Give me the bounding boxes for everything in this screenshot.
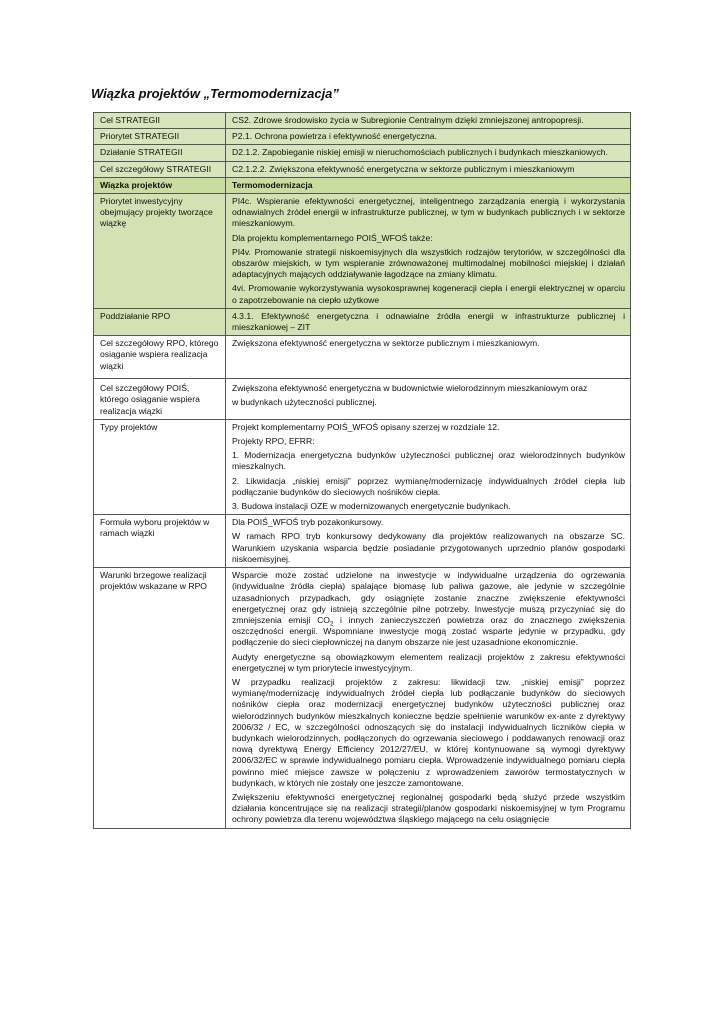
row-value: Zwiększona efektywność energetyczna w sektorze publicznym i mieszkaniowym. — [226, 336, 631, 379]
paragraph: Zwiększeniu efektywności energetycznej regionalnej gospodarki będą służyć przede wszystkim działania koncentrujące się na realizacji strategii/planów gospodarki niskoemisyjnej w tym Programu ochrony powietrza dla terenu województwa śląskiego mającego na celu osiągnięcie — [232, 791, 625, 825]
table-row — [94, 568, 631, 828]
row-label: Priorytet inwestycyjny obejmujący projekty tworzące wiązkę — [94, 194, 226, 309]
row-value: CS2. Zdrowe środowisko życia w Subregionie Centralnym dzięki zmniejszonej antropopresji. — [226, 113, 631, 129]
row-label: Działanie STRATEGII — [94, 145, 226, 161]
row-value — [226, 419, 631, 514]
row-value — [226, 194, 631, 309]
row-value: 4.3.1. Efektywność energetyczna i odnawialne źródła energii w infrastrukturze publicznej i mieszkaniowej – ZIT — [226, 308, 631, 335]
row-label: Wiązka projektów — [94, 177, 226, 193]
paragraph: 3. Budowa instalacji OZE w modernizowanych energetycznie budynkach. — [232, 501, 511, 512]
paragraph: W przypadku realizacji projektów z zakresu: likwidacji tzw. „niskiej emisji” poprzez wymianę/modernizację indywidualnych źródeł ciepła lub podłączanie budynków do sieciowych nośników ciepła oraz modernizacji energetycznej budynków użyteczności publicznej oraz wielorodzinnych budynków mieszkalnych konieczne będzie spełnienie warunków ex-ante z dyrektywy 2006/32 / EC, w szczególności odnoszących się do instalacji indywidualnych liczników ciepła w budynkach wielorodzinnych, podłączonych do ogrzewania sieciowego i poddawanych renowacji oraz nową dyrektywą Energy Efficiency 2012/27/EU, w której kontynuowane są wymogi dyrektywy 2006/32/EC w sprawie indywidualnego pomiaru ciepła. Wprowadzenie indywidualnego pomiaru ciepła powinno mieć miejsce zawsze w połączeniu z wprowadzeniem zaworów termostatycznych w budynkach, w których nie zostały one jeszcze zamontowane. — [232, 676, 625, 788]
paragraph: Zwiększona efektywność energetyczna w budownictwie wielorodzinnym mieszkaniowym oraz — [232, 383, 588, 394]
text-span: Wsparcie może zostać udzielone na inwestycje w indywidualne urządzenia do ogrzewania (indywidualne źródła ciepła) spalające biomasę lub paliwa gazowe, ale jedynie w szczególnie uzasadnionych przypadkach, gdy osiągnięte zostanie znaczne zwiększenie efektywności energetycznej oraz gdy istnieją szczególnie pilne potrzeby. Inwestycje muszą przyczyniać się do zmniejszenia emisji CO — [232, 570, 625, 625]
row-value — [226, 568, 631, 828]
table-row — [94, 419, 631, 514]
paragraph: Dla projektu komplementarnego POIŚ_WFOŚ także: — [232, 232, 433, 243]
paragraph: Projekt komplementarny POIŚ_WFOŚ opisany szerzej w rozdziale 12. — [232, 421, 500, 432]
table-row — [94, 161, 631, 177]
table-row — [94, 145, 631, 161]
row-value: Termomodernizacja — [226, 177, 631, 193]
paragraph — [232, 570, 625, 648]
row-label: Cel STRATEGII — [94, 113, 226, 129]
paragraph: PI4c. Wspieranie efektywności energetycznej, inteligentnego zarządzania energią i wykorzystania odnawialnych źródeł energii w infrastrukturze publicznej, w tym w budynkach publicznych i w sektorze mieszkaniowym. — [232, 196, 625, 229]
projects-table — [93, 112, 631, 829]
row-label: Typy projektów — [94, 419, 226, 514]
table-row — [94, 113, 631, 129]
row-value: D2.1.2. Zapobieganie niskiej emisji w nieruchomościach publicznych i budynkach mieszkaniowych. — [226, 145, 631, 161]
table-row — [94, 308, 631, 335]
row-value: C2.1.2.2. Zwiększona efektywność energetyczna w sektorze publicznym i mieszkaniowym — [226, 161, 631, 177]
paragraph: W ramach RPO tryb konkursowy dedykowany dla projektów realizowanych na obszarze SC. Warunkiem uzyskania wsparcia będzie posiadanie przygotowanych uprzednio planów gospodarki niskoemisyjnej. — [232, 531, 625, 564]
paragraph: Audyty energetyczne są obowiązkowym elementem realizacji projektów z zakresu efektywności energetycznej w tym priorytecie inwestycyjnym. — [232, 651, 625, 673]
paragraph: PI4v. Promowanie strategii niskoemisyjnych dla wszystkich rodzajów terytoriów, w szczególności dla obszarów miejskich, w tym wspieranie zrównoważonej multimodalnej mobilności miejskiej i działań adaptacyjnych mających oddziaływanie łagodzące na zmiany klimatu. — [232, 246, 625, 280]
row-label: Cel szczegółowy RPO, którego osiąganie wspiera realizacja wiązki — [94, 336, 226, 379]
row-value — [226, 379, 631, 420]
row-label: Priorytet STRATEGII — [94, 129, 226, 145]
table-row — [94, 515, 631, 568]
page-title: Wiązka projektów „Termomodernizacja” — [91, 86, 339, 101]
subscript: 2 — [329, 621, 334, 628]
row-value — [226, 515, 631, 568]
paragraph: w budynkach użyteczności publicznej. — [232, 397, 377, 408]
row-label: Formuła wyboru projektów w ramach wiązki — [94, 515, 226, 568]
table-row — [94, 194, 631, 309]
paragraph: 2. Likwidacja „niskiej emisji” poprzez wymianę/modernizację indywidualnych źródeł ciepła lub podłączanie budynków do sieciowych nośników ciepła. — [232, 475, 625, 497]
row-label: Cel szczegółowy STRATEGII — [94, 161, 226, 177]
table-row — [94, 379, 631, 420]
paragraph: 1. Modernizacja energetyczna budynków użyteczności publicznej oraz wielorodzinnych budynków mieszkalnych. — [232, 450, 625, 472]
row-label: Warunki brzegowe realizacji projektów wskazane w RPO — [94, 568, 226, 828]
table-row — [94, 129, 631, 145]
row-label: Poddziałanie RPO — [94, 308, 226, 335]
paragraph: Dla POIŚ_WFOŚ tryb pozakonkursowy. — [232, 517, 384, 528]
row-label: Cel szczegółowy POIŚ, którego osiąganie wspiera realizacja wiązki — [94, 379, 226, 420]
paragraph: 4vi. Promowanie wykorzystywania wysokosprawnej kogeneracji ciepła i energii elektrycznej w oparciu o zapotrzebowanie na ciepło użytkowe — [232, 283, 625, 305]
row-value: P2.1. Ochrona powietrza i efektywność energetyczna. — [226, 129, 631, 145]
paragraph: Projekty RPO, EFRR: — [232, 436, 315, 447]
text-span: i innych zanieczyszczeń powietrza oraz do znacznego zwiększenia oszczędności energii. Wspomniane inwestycje mogą zostać wsparte jedynie w przypadku, gdy podłączenie do sieci ciepłowniczej na danym obszarze nie jest uzasadnione ekonomicznie. — [232, 614, 625, 648]
table-row — [94, 177, 631, 193]
table-row — [94, 336, 631, 379]
